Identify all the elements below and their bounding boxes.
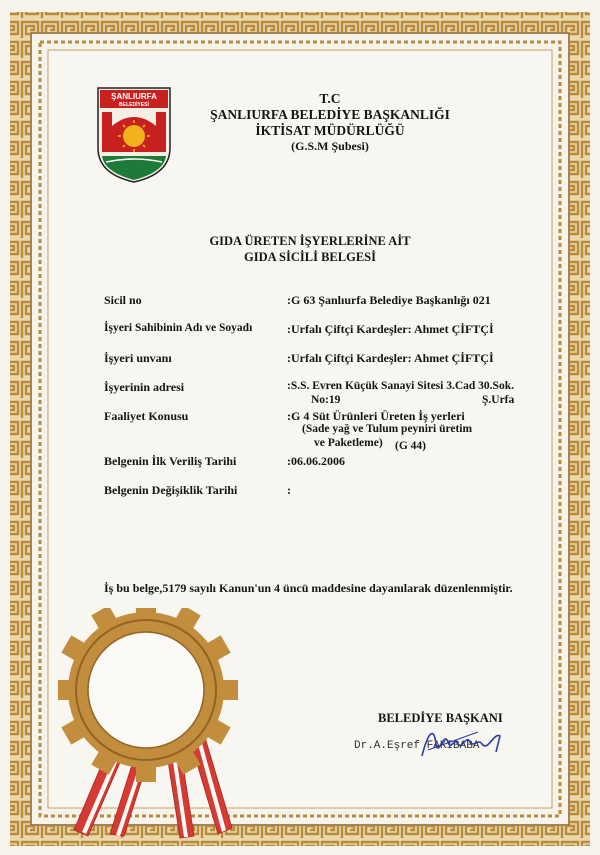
first-issue-label: Belgenin İlk Veriliş Tarihi [104,454,237,468]
activity-code: (G 44) [395,440,426,452]
gold-seal [58,608,238,840]
logo-text-line2: BELEDİYESİ [119,102,149,108]
address-city: Ş.Urfa [482,394,515,406]
header-directorate: İKTİSAT MÜDÜRLÜĞÜ [255,123,405,138]
activity-value-line3: ve Paketleme) [314,437,383,449]
header-branch: (G.S.M Şubesi) [291,139,369,153]
first-issue-value: :06.06.2006 [287,454,345,468]
signatory-name: Dr.A.Eşref FAKIBABA [354,740,480,752]
signature-title: BELEDİYE BAŞKANI [378,711,503,725]
sicil-no-label: Sicil no [104,293,142,307]
title-label: İşyeri unvanı [104,351,172,365]
activity-value-line2: (Sade yağ ve Tulum peyniri üretim [302,423,473,435]
change-date-label: Belgenin Değişiklik Tarihi [104,483,238,497]
sicil-no-value: :G 63 Şanlıurfa Belediye Başkanlığı 021 [287,293,491,307]
logo-text-line1: ŞANLIURFA [111,92,157,101]
header-tc: T.C [319,91,341,106]
header-municipality: ŞANLIURFA BELEDİYE BAŞKANLIĞI [210,107,450,122]
change-date-value: : [287,483,291,497]
address-value-line2: No:19 [311,394,341,406]
handwritten-signature [418,722,508,764]
owner-label: İşyeri Sahibinin Adı ve Soyadı [104,322,253,334]
address-label: İşyerinin adresi [104,380,185,394]
legal-statement: İş bu belge,5179 sayılı Kanun'un 4 üncü maddesine dayanılarak düzenlenmiştir. [104,581,513,595]
title-value: :Urfalı Çiftçi Kardeşler: Ahmet ÇİFTÇİ [287,351,494,365]
document-title-line2: GIDA SİCİLİ BELGESİ [243,250,376,264]
activity-label: Faaliyet Konusu [104,409,189,423]
address-value-line1: :S.S. Evren Küçük Sanayi Sitesi 3.Cad 30.Sok. [287,380,514,392]
document-title-line1: GIDA ÜRETEN İŞYERLERİNE AİT [209,234,411,248]
municipality-logo [96,86,172,184]
owner-value: :Urfalı Çiftçi Kardeşler: Ahmet ÇİFTÇİ [287,322,494,336]
activity-value-line1: :G 4 Süt Ürünleri Üreten İş yerleri [287,409,465,423]
